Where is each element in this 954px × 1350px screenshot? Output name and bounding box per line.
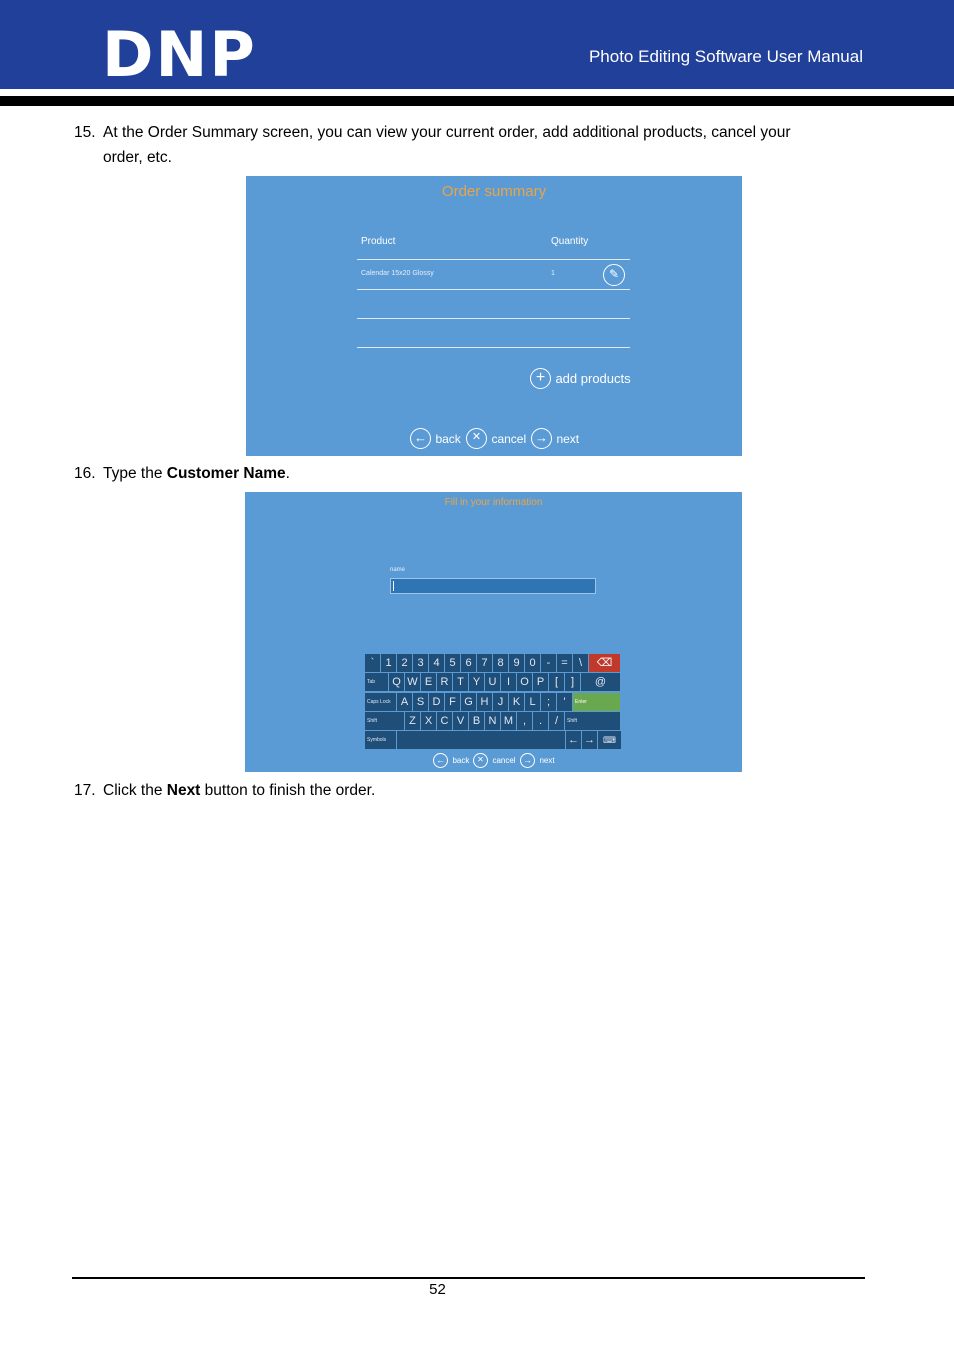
key[interactable]: K xyxy=(509,693,524,711)
key[interactable]: L xyxy=(525,693,540,711)
close-icon: ✕ xyxy=(466,428,487,449)
column-header-product: Product xyxy=(361,236,396,247)
key[interactable]: E xyxy=(421,673,436,691)
header-title: Photo Editing Software User Manual xyxy=(588,47,863,66)
page-number: 52 xyxy=(429,1281,446,1298)
key[interactable]: 9 xyxy=(509,654,524,672)
info-title: Fill in your information xyxy=(444,497,543,508)
key[interactable]: X xyxy=(421,712,436,730)
key[interactable]: [ xyxy=(549,673,564,691)
key[interactable]: T xyxy=(453,673,468,691)
enter-key[interactable]: Enter xyxy=(573,693,620,711)
key[interactable]: G xyxy=(461,693,476,711)
key[interactable]: 8 xyxy=(493,654,508,672)
caps-lock-key[interactable]: Caps Lock xyxy=(365,693,396,711)
key[interactable]: I xyxy=(501,673,516,691)
key[interactable]: P xyxy=(533,673,548,691)
symbols-key[interactable]: Symbols xyxy=(365,731,396,749)
key[interactable]: ` xyxy=(365,654,380,672)
key[interactable]: = xyxy=(557,654,572,672)
key[interactable]: Z xyxy=(405,712,420,730)
order-summary-screenshot xyxy=(246,176,742,456)
next-button[interactable]: → next xyxy=(520,752,555,770)
key[interactable]: C xyxy=(437,712,452,730)
dnp-logo: DNP xyxy=(102,18,257,91)
arrow-right-icon: → xyxy=(531,428,552,449)
key[interactable]: N xyxy=(485,712,500,730)
key[interactable]: 5 xyxy=(445,654,460,672)
name-label: name xyxy=(390,567,406,573)
shift-key-left[interactable]: Shift xyxy=(365,712,404,730)
tab-key[interactable]: Tab xyxy=(365,673,388,691)
key[interactable]: ; xyxy=(541,693,556,711)
close-icon: ✕ xyxy=(473,753,488,768)
page-header xyxy=(0,0,954,89)
at-key[interactable]: @ xyxy=(581,673,620,691)
key[interactable]: 3 xyxy=(413,654,428,672)
key[interactable]: J xyxy=(493,693,508,711)
key[interactable]: V xyxy=(453,712,468,730)
key[interactable]: F xyxy=(445,693,460,711)
key[interactable]: M xyxy=(501,712,516,730)
add-products-button[interactable]: + add products xyxy=(530,368,631,389)
table-divider xyxy=(357,289,630,290)
key[interactable]: H xyxy=(477,693,492,711)
key[interactable]: U xyxy=(485,673,500,691)
customer-info-screenshot xyxy=(245,492,742,772)
key[interactable]: . xyxy=(533,712,548,730)
column-header-quantity: Quantity xyxy=(551,236,589,247)
keyboard-row-space xyxy=(365,731,623,749)
arrow-right-icon: → xyxy=(520,753,535,768)
on-screen-keyboard xyxy=(365,654,623,750)
arrow-left-icon: ← xyxy=(410,428,431,449)
arrow-right-key[interactable]: → xyxy=(582,731,597,749)
edit-pencil-icon[interactable]: ✎ xyxy=(603,264,625,286)
keyboard-row-home xyxy=(365,693,623,711)
key[interactable]: , xyxy=(517,712,532,730)
key[interactable]: O xyxy=(517,673,532,691)
table-divider xyxy=(357,347,630,348)
order-row-product: Calendar 15x20 Glossy xyxy=(361,270,434,277)
key[interactable]: Y xyxy=(469,673,484,691)
space-key[interactable] xyxy=(397,731,565,749)
header-rule xyxy=(0,96,954,106)
back-button[interactable]: ← back xyxy=(433,752,469,770)
key[interactable]: 2 xyxy=(397,654,412,672)
keyboard-row-numbers xyxy=(365,654,623,672)
key[interactable]: D xyxy=(429,693,444,711)
back-button[interactable]: ← back xyxy=(410,428,461,449)
order-row-quantity: 1 xyxy=(551,270,555,277)
key[interactable]: W xyxy=(405,673,420,691)
shift-key-right[interactable]: Shift xyxy=(565,712,620,730)
keyboard-row-qwerty xyxy=(365,673,623,691)
table-divider xyxy=(357,318,630,319)
key[interactable]: ] xyxy=(565,673,580,691)
key[interactable]: B xyxy=(469,712,484,730)
step-17: 17. Click the Next button to finish the order. xyxy=(74,782,376,799)
keyboard-row-bottom xyxy=(365,712,623,730)
plus-circle-icon: + xyxy=(530,368,551,389)
key[interactable]: 1 xyxy=(381,654,396,672)
key[interactable]: A xyxy=(397,693,412,711)
table-divider xyxy=(357,259,630,260)
key[interactable]: 7 xyxy=(477,654,492,672)
key[interactable]: Q xyxy=(389,673,404,691)
arrow-left-key[interactable]: ← xyxy=(566,731,581,749)
key[interactable]: 0 xyxy=(525,654,540,672)
key[interactable]: ' xyxy=(557,693,572,711)
key[interactable]: 6 xyxy=(461,654,476,672)
key[interactable]: R xyxy=(437,673,452,691)
cancel-button[interactable]: ✕ cancel xyxy=(466,428,526,449)
key[interactable]: \ xyxy=(573,654,588,672)
footer-rule xyxy=(72,1277,865,1279)
step-16: 16. Type the Customer Name. xyxy=(74,465,290,482)
order-summary-title: Order summary xyxy=(441,183,547,200)
keyboard-icon[interactable]: ⌨ xyxy=(598,731,621,749)
name-input[interactable] xyxy=(390,578,596,594)
key[interactable]: S xyxy=(413,693,428,711)
key[interactable]: - xyxy=(541,654,556,672)
next-button[interactable]: → next xyxy=(531,428,579,449)
backspace-key[interactable]: ⌫ xyxy=(589,654,620,672)
key[interactable]: 4 xyxy=(429,654,444,672)
key[interactable]: / xyxy=(549,712,564,730)
step-15: 15. At the Order Summary screen, you can view your current order, add additional products, cancel your order, etc. xyxy=(74,124,791,166)
text-cursor xyxy=(393,581,394,591)
cancel-button[interactable]: ✕ cancel xyxy=(473,752,516,770)
arrow-left-icon: ← xyxy=(433,753,448,768)
